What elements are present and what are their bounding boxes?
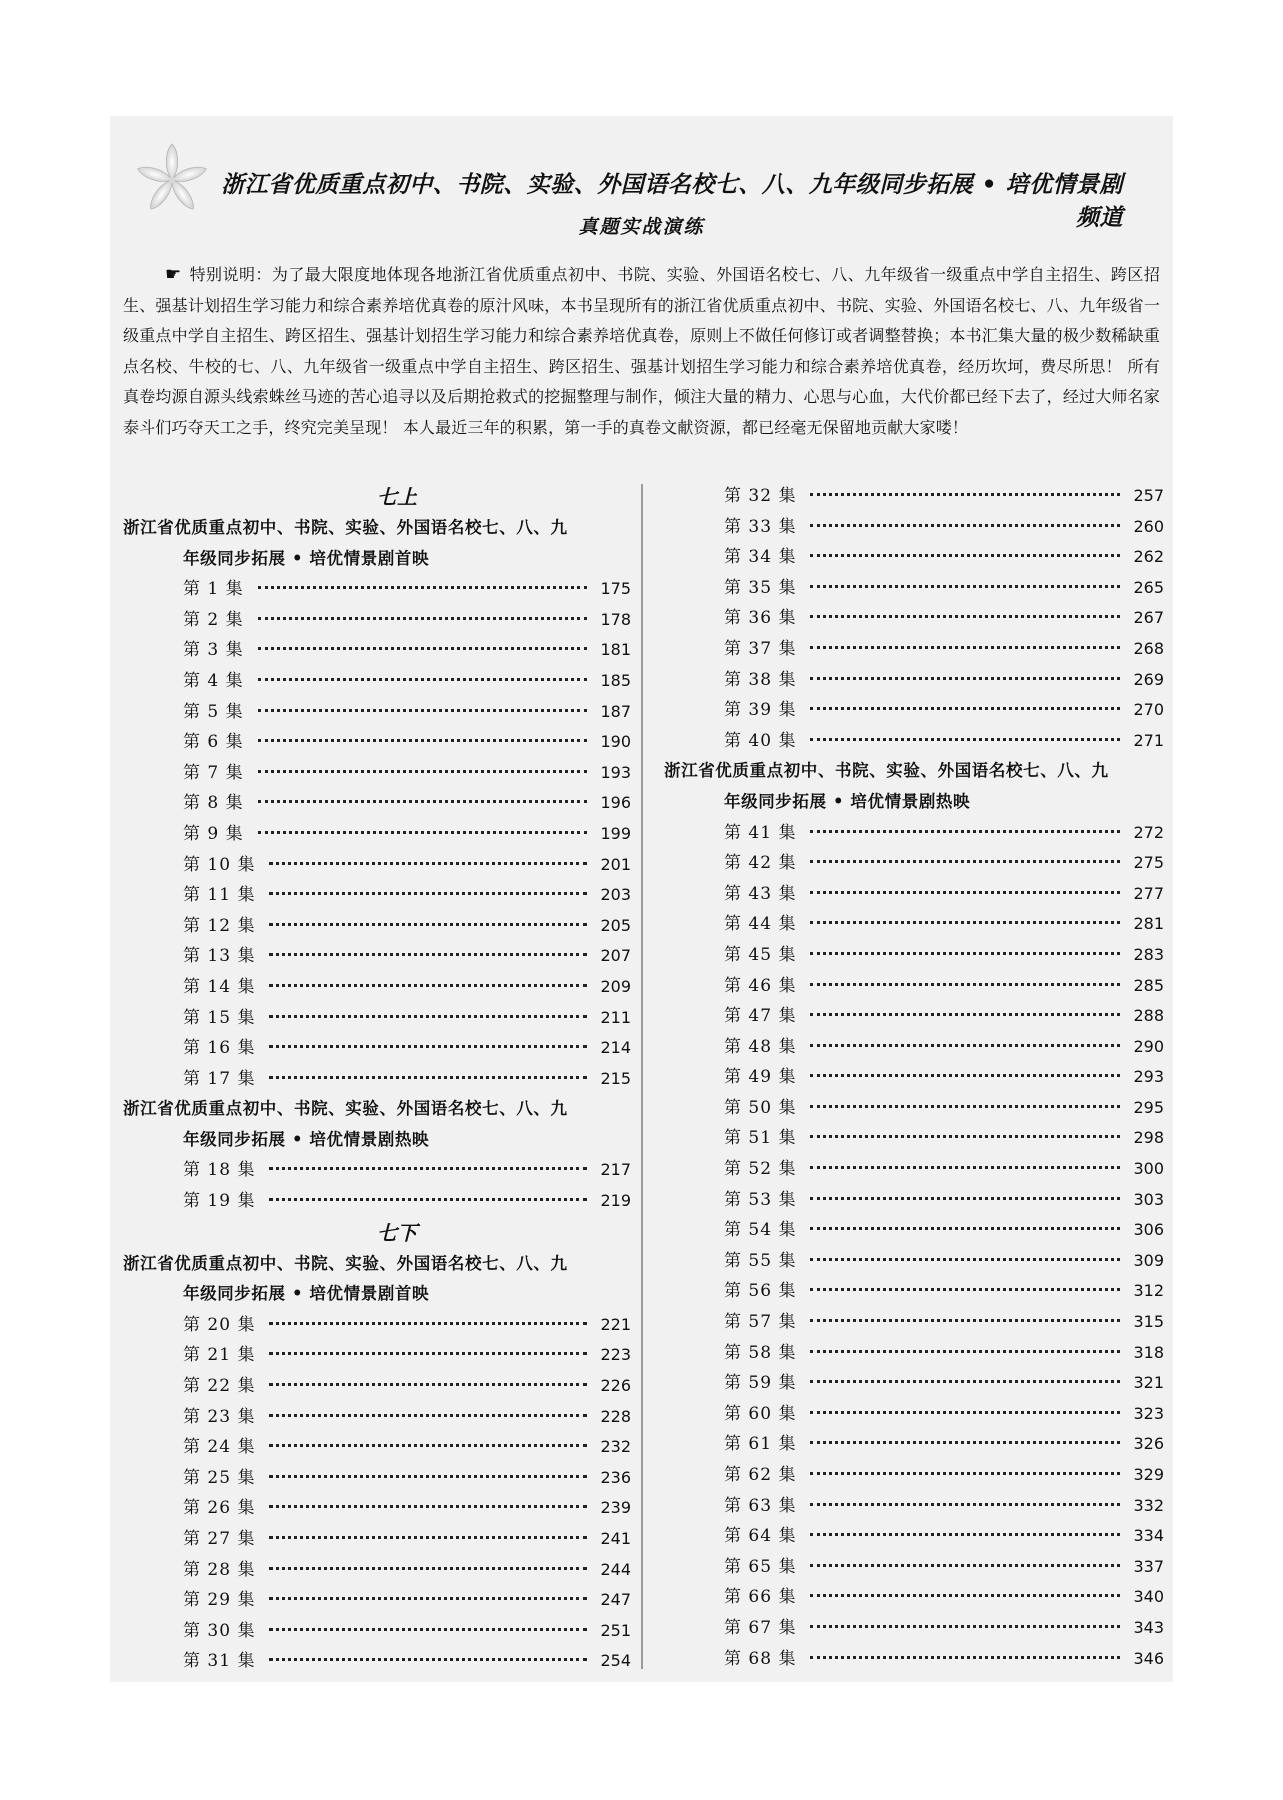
toc-entry[interactable]: 第 67 集 343 [724,1617,1164,1638]
group-heading: 浙江省优质重点初中、书院、实验、外国语名校七、八、九 年级同步拓展 • 培优情景剧首映 [123,518,568,568]
toc-entry[interactable]: 第 27 集 241 [183,1529,631,1549]
toc-entry[interactable]: 第 3 集 181 [183,640,631,661]
page-title: 浙江省优质重点初中、书院、实验、外国语名校七、八、九年级同步拓展 • 培优情景剧频道 [221,172,1123,231]
section-title: 七下 [377,1220,417,1245]
special-note [123,260,1160,443]
group-heading: 浙江省优质重点初中、书院、实验、外国语名校七、八、九 年级同步拓展 • 培优情景剧首映 [123,1253,568,1304]
column-divider [641,484,643,1669]
toc-entry[interactable]: 第 43 集 277 [724,883,1164,904]
toc-entry[interactable]: 第 54 集 306 [724,1220,1164,1241]
group-heading: 浙江省优质重点初中、书院、实验、外国语名校七、八、九 年级同步拓展 • 培优情景剧热映 [123,1099,568,1149]
toc-entry[interactable]: 第 31 集 254 [183,1651,631,1672]
group-heading: 浙江省优质重点初中、书院、实验、外国语名校七、八、九 年级同步拓展 • 培优情景剧热映 [664,761,1109,811]
toc-entry[interactable]: 第 40 集 271 [724,730,1164,751]
toc-entry[interactable]: 第 7 集 193 [183,762,631,783]
toc-entry[interactable]: 第 6 集 190 [183,732,631,753]
toc-entry[interactable]: 第 15 集 211 [183,1007,631,1028]
toc-entry[interactable]: 第 20 集 221 [183,1314,631,1335]
toc-entry[interactable]: 第 64 集 334 [724,1526,1164,1547]
toc-entry[interactable]: 第 35 集 265 [724,577,1164,598]
toc-entry[interactable]: 第 9 集 199 [183,823,631,844]
toc-entry[interactable]: 第 66 集 340 [724,1587,1164,1608]
toc-entry[interactable]: 第 37 集 268 [724,638,1164,659]
toc-entry[interactable]: 第 39 集 270 [724,700,1164,721]
toc-entry[interactable]: 第 21 集 223 [183,1345,631,1366]
toc-entry[interactable]: 第 65 集 337 [724,1556,1164,1577]
pointing-hand-icon: ☛ [165,264,182,285]
section-title: 七上 [377,485,417,509]
toc-entry[interactable]: 第 63 集 332 [724,1495,1164,1516]
toc-entry[interactable]: 第 51 集 298 [724,1128,1164,1149]
toc-entry[interactable]: 第 33 集 260 [724,516,1164,537]
toc-entry[interactable]: 第 41 集 272 [724,822,1164,843]
toc-entry[interactable]: 第 29 集 247 [183,1590,631,1611]
toc-left-column [123,481,631,1677]
toc-entry[interactable]: 第 26 集 239 [183,1498,631,1519]
toc-entry[interactable]: 第 42 集 275 [724,853,1164,874]
toc-entry[interactable]: 第 59 集 321 [724,1373,1164,1394]
toc-entry[interactable]: 第 5 集 187 [183,701,631,722]
toc-entry[interactable]: 第 16 集 214 [183,1038,631,1059]
toc-entry[interactable]: 第 24 集 232 [183,1437,631,1458]
page-subtitle: 真题实战演练 [578,216,705,238]
toc-entry[interactable]: 第 10 集 201 [183,854,631,875]
toc-entry[interactable]: 第 53 集 303 [724,1189,1164,1210]
toc-entry[interactable]: 第 34 集 262 [724,547,1164,568]
toc-entry[interactable]: 第 58 集 318 [724,1342,1164,1363]
document-page [110,116,1173,1682]
toc-entry[interactable]: 第 60 集 323 [724,1403,1164,1424]
toc-entry[interactable]: 第 68 集 346 [724,1648,1164,1669]
toc-entry[interactable]: 第 12 集 205 [183,915,631,936]
toc-entry[interactable]: 第 57 集 315 [724,1312,1164,1333]
toc-entry[interactable]: 第 32 集 257 [724,486,1164,506]
toc-entry[interactable]: 第 52 集 300 [724,1159,1164,1180]
toc-entry[interactable]: 第 17 集 215 [183,1068,631,1089]
toc-entry[interactable]: 第 38 集 269 [724,669,1164,690]
toc-entry[interactable]: 第 56 集 312 [724,1281,1164,1302]
note-text: 特别说明：为了最大限度地体现各地浙江省优质重点初中、书院、实验、外国语名校七、八、九年级省一级重点中学自主招生、跨区招生、强基计划招生学习能力和综合素养培优真卷的原汁风味，本书呈现所有的浙江省优质重点初中、书院、实验、外国语名校七、八、九年级省一级重点中学自主招生、跨区招生、强基计划招生学习能力和综合素养培优真卷，原则上不做任何修订或者调整替换；本书汇集大量的极少数稀缺重点名校、牛校的七、八、九年级省一级重点中学自主招生、跨区招生、强基计划招生学习能力和综合素养培优真卷，经历坎坷，费尽所思！ 所有真卷均源自源头线索蛛丝马迹的苦心追寻以及后期抢救式的挖掘整理与制作，倾注大量的精力、心思与心血，大代价都已经下去了，经过大师名家泰斗们巧夺天工之手，终究完美呈现！ 本人最近三年的积累，第一手的真卷文献资源，都已经毫无保留地贡献大家喽！ [123,265,1160,437]
toc-entry[interactable]: 第 8 集 196 [183,793,631,814]
toc-entry[interactable]: 第 50 集 295 [724,1097,1164,1118]
toc-entry[interactable]: 第 49 集 293 [724,1067,1164,1088]
toc-right-column [664,481,1164,1674]
toc-entry[interactable]: 第 62 集 329 [724,1465,1164,1485]
toc-entry[interactable]: 第 44 集 281 [724,914,1164,935]
toc-entry[interactable]: 第 23 集 228 [183,1406,631,1427]
toc-entry[interactable]: 第 1 集 175 [183,579,631,600]
toc-entry[interactable]: 第 2 集 178 [183,609,631,630]
toc-entry[interactable]: 第 11 集 203 [183,885,631,906]
toc-entry[interactable]: 第 28 集 244 [183,1559,631,1580]
toc-entry[interactable]: 第 19 集 219 [183,1191,631,1212]
toc-entry[interactable]: 第 25 集 236 [183,1467,631,1488]
toc-entry[interactable]: 第 14 集 209 [183,976,631,997]
toc-entry[interactable]: 第 36 集 267 [724,608,1164,629]
toc-entry[interactable]: 第 13 集 207 [183,946,631,967]
toc-entry[interactable]: 第 18 集 217 [183,1160,631,1181]
toc-entry[interactable]: 第 47 集 288 [724,1006,1164,1027]
toc-entry[interactable]: 第 45 集 283 [724,944,1164,965]
toc-entry[interactable]: 第 46 集 285 [724,975,1164,996]
toc-entry[interactable]: 第 30 集 251 [183,1620,631,1641]
toc-entry[interactable]: 第 22 集 226 [183,1376,631,1397]
toc-entry[interactable]: 第 55 集 309 [724,1250,1164,1271]
toc-entry[interactable]: 第 4 集 185 [183,670,631,691]
toc-entry[interactable]: 第 48 集 290 [724,1036,1164,1057]
toc-entry[interactable]: 第 61 集 326 [724,1434,1164,1455]
